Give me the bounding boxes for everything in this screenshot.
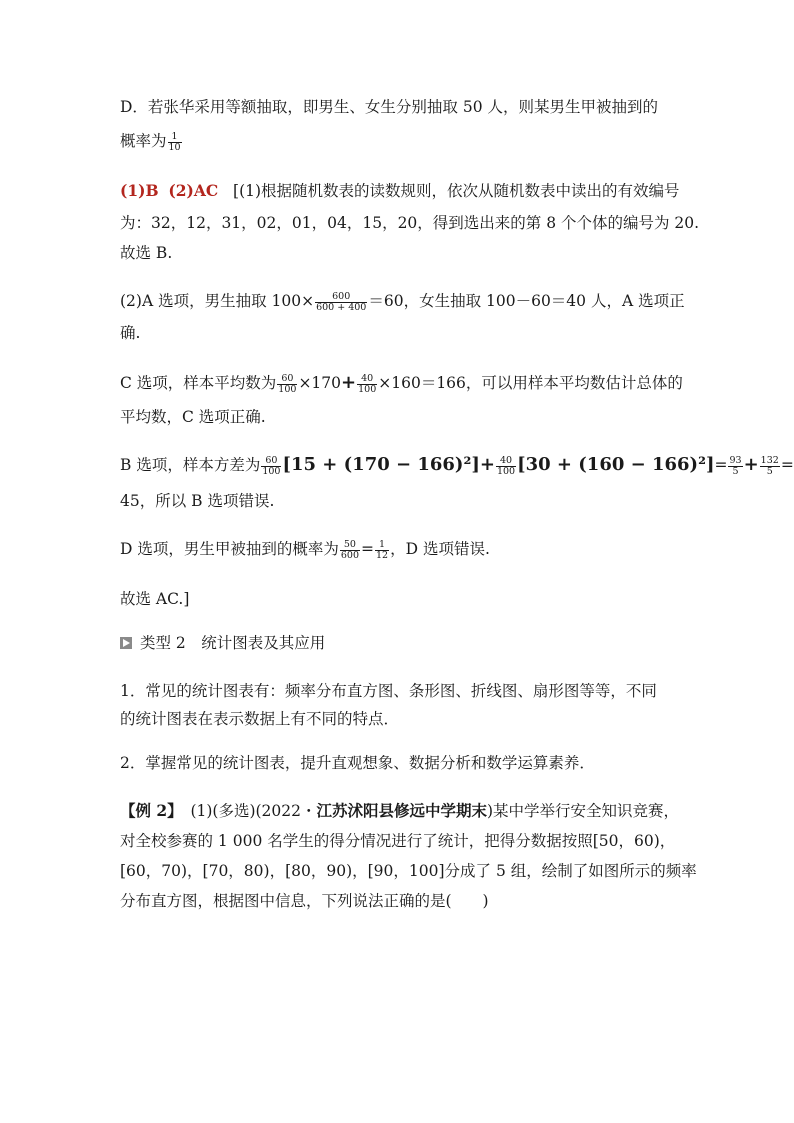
fraction-numerator: 60 [277,374,297,385]
a-option-prefix: (2)A 选项，男生抽取 100× [120,292,315,310]
a-option-line2: 确. [120,324,141,342]
example-line2: 对全校参赛的 1 000 名学生的得分情况进行了统计，把得分数据按照[50，60)， [120,832,676,850]
section-title: 类型 2 统计图表及其应用 [140,634,326,652]
example-line3: [60，70)，[70，80)，[80，90)，[90，100]分成了 5 组，绘制了如图所示的频率 [120,862,697,880]
answer-label-2: (2)AC [168,181,219,200]
b-option-line1 [120,454,794,477]
answer-line1 [120,180,680,202]
answer-label-1: (1)B [120,181,159,200]
fraction-numerator: 600 [315,292,367,303]
a-option-suffix: ＝60，女生抽取 100－60＝40 人，A 选项正 [368,292,685,310]
example-tag: 【例 2】 [120,801,175,820]
fraction-numerator: 1 [168,132,182,143]
fraction-denominator: 5 [766,465,773,477]
b-option-fraction-3 [728,456,742,477]
plus-sign: + [341,372,357,393]
example-line1 [120,800,679,822]
fraction-denominator: 100 [278,383,297,395]
plus-sign: + [479,454,495,475]
option-d-line1: D．若张华采用等额抽取，即男生、女生分别抽取 50 人，则某男生甲被抽到的 [120,98,659,116]
fraction-numerator: 132 [760,454,779,466]
c-option-fraction-1 [277,374,297,395]
fraction-numerator: 60 [261,456,281,467]
fraction-numerator: 50 [340,540,360,551]
d-option-prefix: D 选项，男生甲被抽到的概率为 [120,540,339,558]
b-option-bracket-1: [15 + (170 − 166)²] [282,454,480,475]
fraction-denominator: 12 [376,549,389,561]
option-d-line2 [120,130,183,153]
fraction-denominator: 100 [358,383,377,395]
d-option-fraction-2 [375,540,389,561]
b-option-fraction-4 [760,456,780,477]
fraction-numerator: 40 [357,374,377,385]
equals-sign: = [714,456,728,474]
a-option-line1 [120,290,685,313]
equals-sign: = [361,540,374,558]
section-item1-line2: 的统计图表在表示数据上有不同的特点． [120,710,400,728]
fraction-numerator: 1 [375,540,389,551]
section-item2: 2．掌握常见的统计图表，提升直观想象、数据分析和数学运算素养． [120,754,595,772]
option-d-fraction [168,132,182,153]
fraction-denominator: 10 [168,141,181,153]
b-option-prefix: B 选项，样本方差为 [120,456,261,474]
fraction-denominator: 100 [262,465,281,477]
d-option-fraction-1 [340,540,360,561]
example-line4: 分布直方图，根据图中信息，下列说法正确的是( ) [120,892,489,910]
b-option-bracket-2: [30 + (160 − 166)²] [517,454,715,475]
section-item1-line1: 1．常见的统计图表有：频率分布直方图、条形图、折线图、扇形图等等，不同 [120,682,657,700]
d-option-line [120,538,490,561]
answer-line2: 为：32，12，31，02，01，04，15，20，得到选出来的第 8 个个体的编号为 20. [120,214,700,232]
fraction-denominator: 100 [496,465,516,477]
fraction-denominator: 5 [732,465,739,477]
fraction-numerator: 93 [729,454,742,466]
b-option-fraction-2 [496,456,516,477]
answer-part1-text: [(1)根据随机数表的读数规则，依次从随机数表中读出的有效编号 [233,182,680,200]
b-option-fraction-1 [261,456,281,477]
d-option-suffix: ，D 选项错误. [390,540,490,558]
fraction-denominator: 600 [340,549,359,561]
c-option-fraction-2 [357,374,377,395]
equals-sign: = [780,456,794,474]
play-triangle-icon [120,637,132,649]
b-option-line2: 45，所以 B 选项错误. [120,492,275,510]
c-option-mid1: ×170 [298,374,342,392]
example-post: )某中学举行安全知识竞赛， [487,802,680,820]
plus-sign: + [743,454,759,475]
example-source: 江苏沭阳县修远中学期末 [316,801,487,820]
option-d-prefix: 概率为 [120,132,167,150]
c-option-prefix: C 选项，样本平均数为 [120,374,277,392]
c-option-mid2: ×160＝166，可以用样本平均数估计总体的 [378,374,683,392]
c-option-line1 [120,372,683,395]
a-option-fraction [315,292,367,313]
c-option-line2: 平均数，C 选项正确. [120,408,266,426]
answer-conclusion: 故选 AC.] [120,590,190,608]
fraction-numerator: 40 [496,456,516,467]
example-pre: (1)(多选)(2022・ [174,802,317,820]
answer-line3: 故选 B. [120,244,173,262]
fraction-denominator: 600 + 400 [316,301,367,313]
section-heading [120,632,325,654]
